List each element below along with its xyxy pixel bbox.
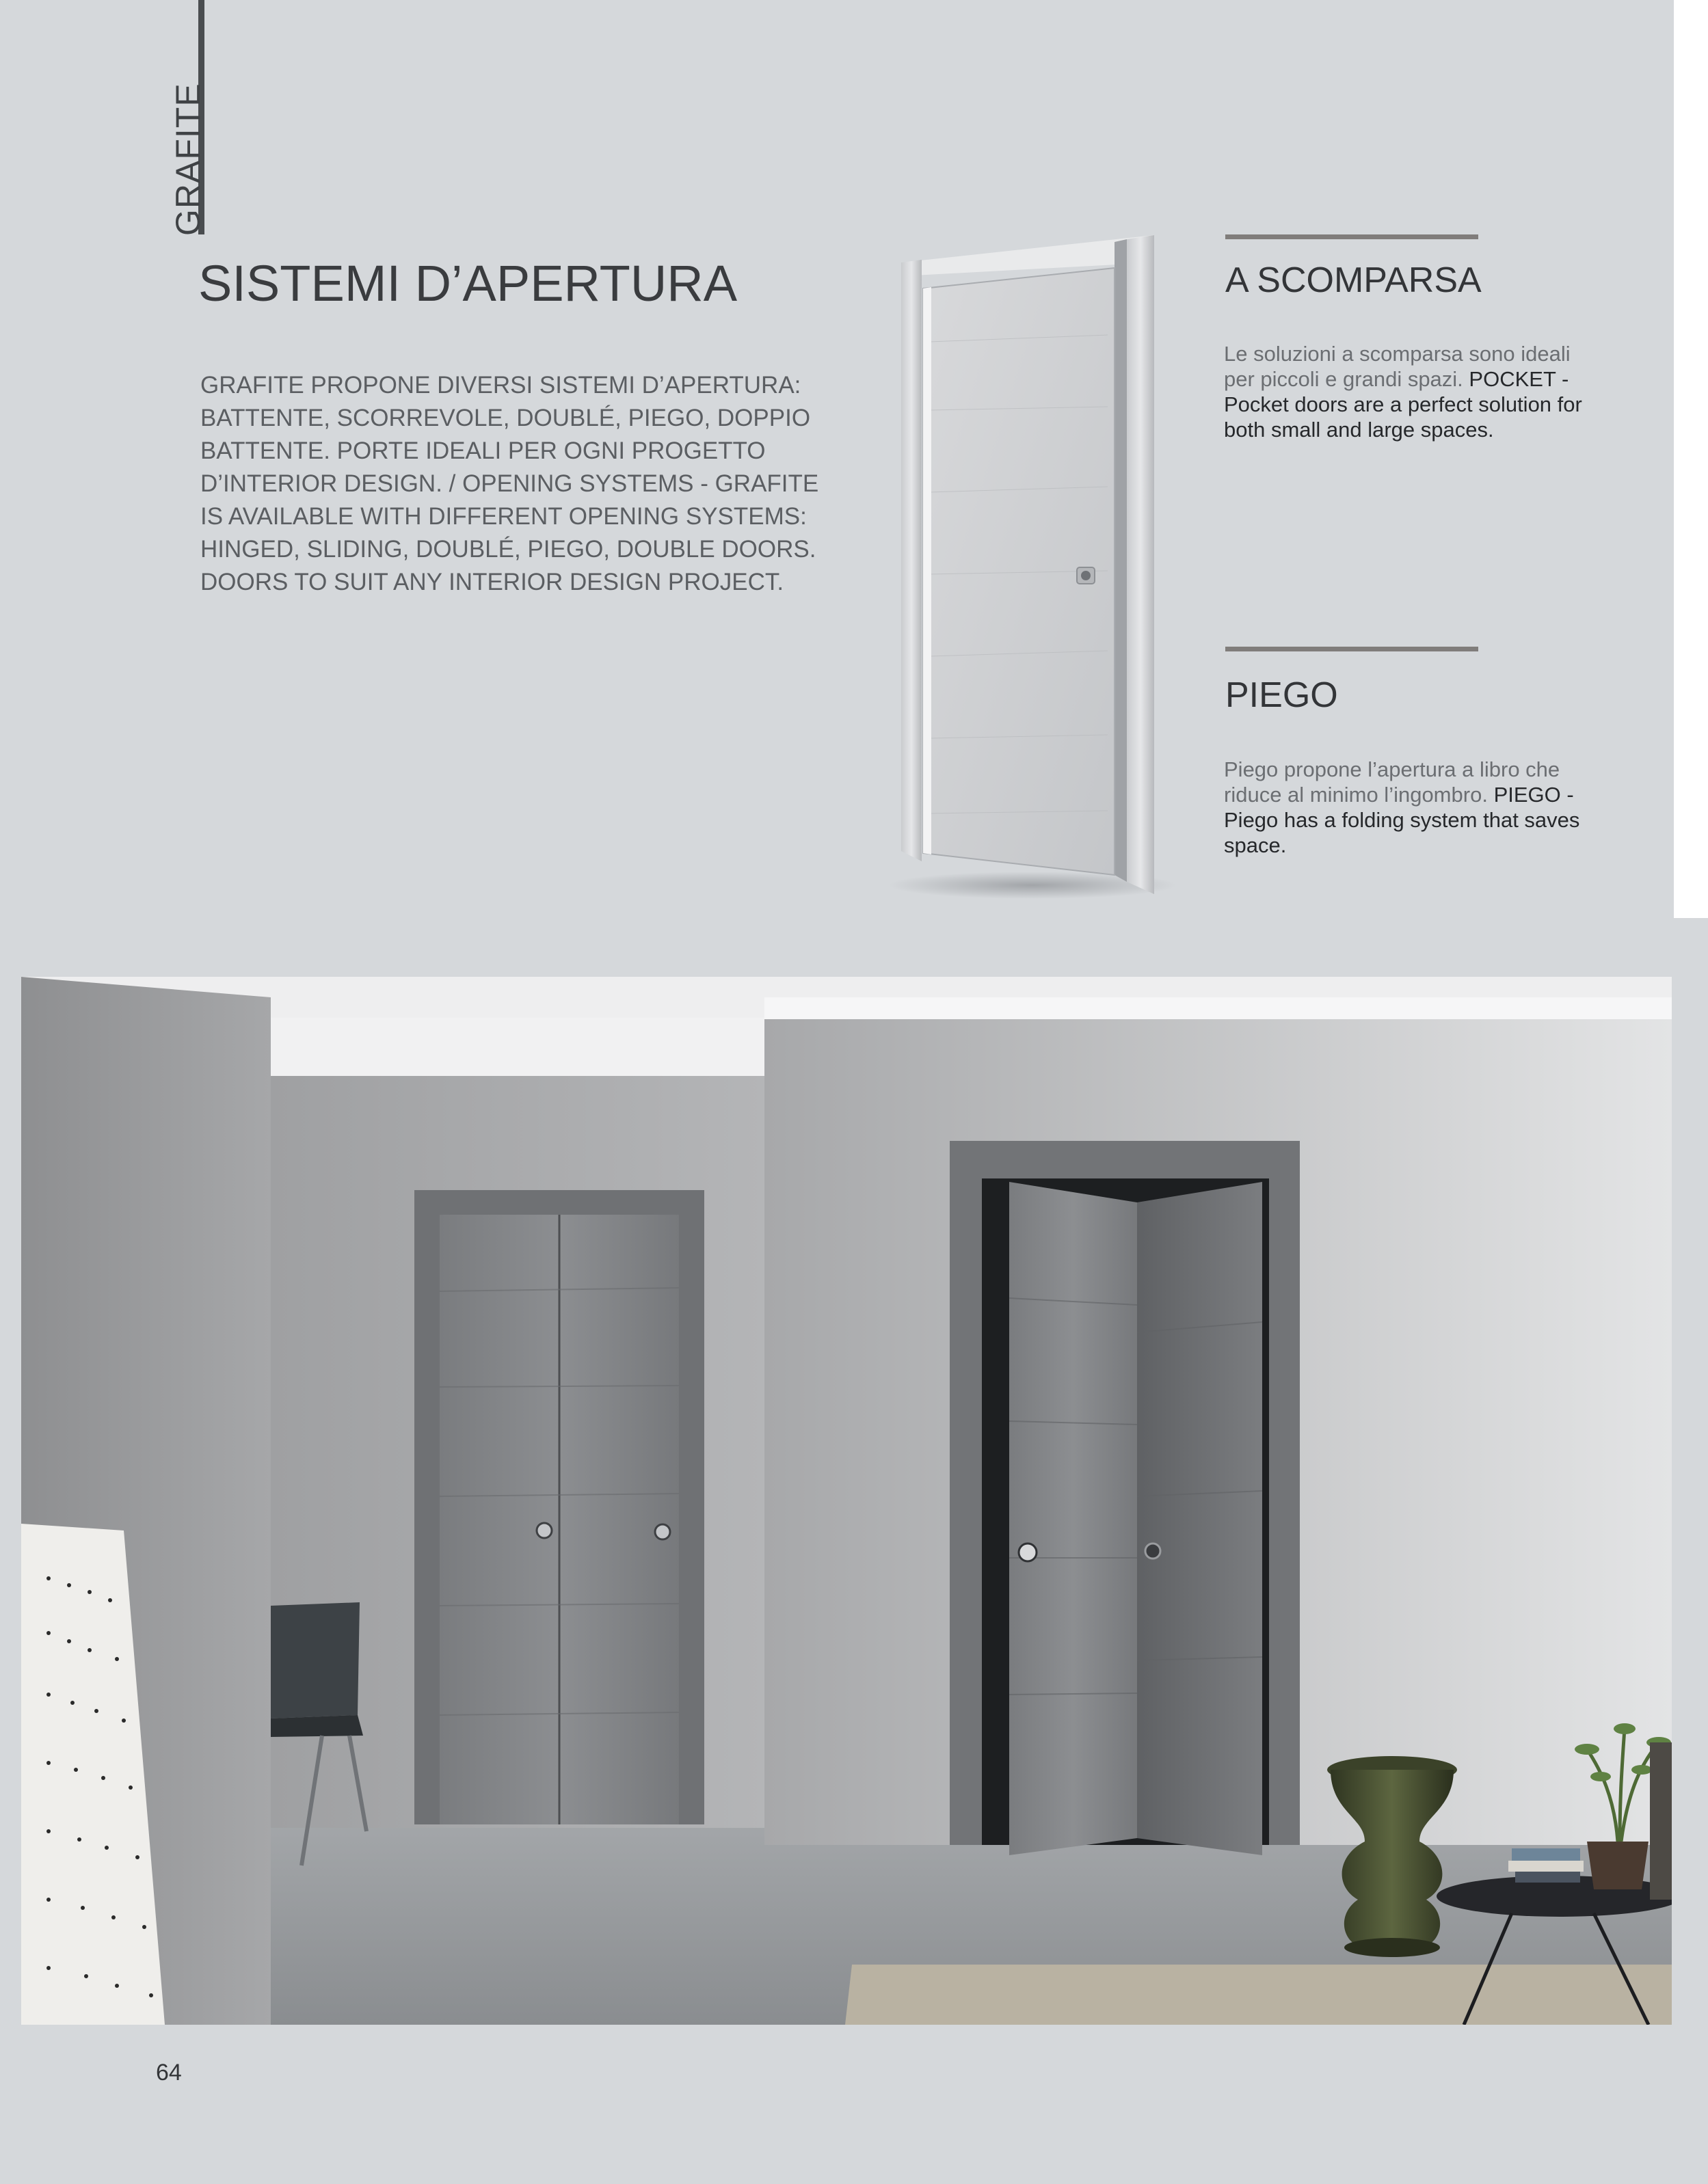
section-text-piego-it: Piego propone l’apertura a libro che riduce al minimo l’ingombro. <box>1224 757 1560 807</box>
page-edge-strip <box>1674 0 1708 918</box>
intro-paragraph: GRAFITE PROPONE DIVERSI SISTEMI D’APERTURA: BATTENTE, SCORREVOLE, DOUBLÉ, PIEGO, DOPPIO BATTENTE. PORTE IDEALI PER OGNI PROGETTO D’INTERIOR DESIGN. / OPENING SYSTEMS - GRAFITE IS AVAILABLE WITH DIFFERENT OPENING SYSTEMS: HINGED, SLIDING, DOUBLÉ, PIEGO, DOUBLE DOORS. DOORS TO SUIT ANY INTERIOR DESIGN PROJECT. <box>200 372 819 595</box>
brand-label: GRAFITE <box>169 83 207 236</box>
page-number: 64 <box>156 2060 182 2086</box>
section-heading-piego: PIEGO <box>1225 675 1338 715</box>
section-divider-piego <box>1225 647 1478 651</box>
section-text-pocket-it: Le soluzioni a scomparsa sono ideali per piccoli e grandi spazi. <box>1224 342 1571 391</box>
section-divider-pocket <box>1225 234 1478 239</box>
section-heading-pocket: A SCOMPARSA <box>1225 260 1482 300</box>
section-text-pocket-en: POCKET - Pocket doors are a perfect solution for both small and large spaces. <box>1224 367 1582 442</box>
section-text-piego <box>1224 757 1607 858</box>
section-text-piego-en: PIEGO - Piego has a folding system that saves space. <box>1224 783 1580 857</box>
section-text-pocket <box>1224 341 1607 442</box>
pocket-door-illustration <box>882 232 1176 902</box>
page-title: SISTEMI D’APERTURA <box>198 255 738 312</box>
interior-photo <box>21 977 1672 2025</box>
